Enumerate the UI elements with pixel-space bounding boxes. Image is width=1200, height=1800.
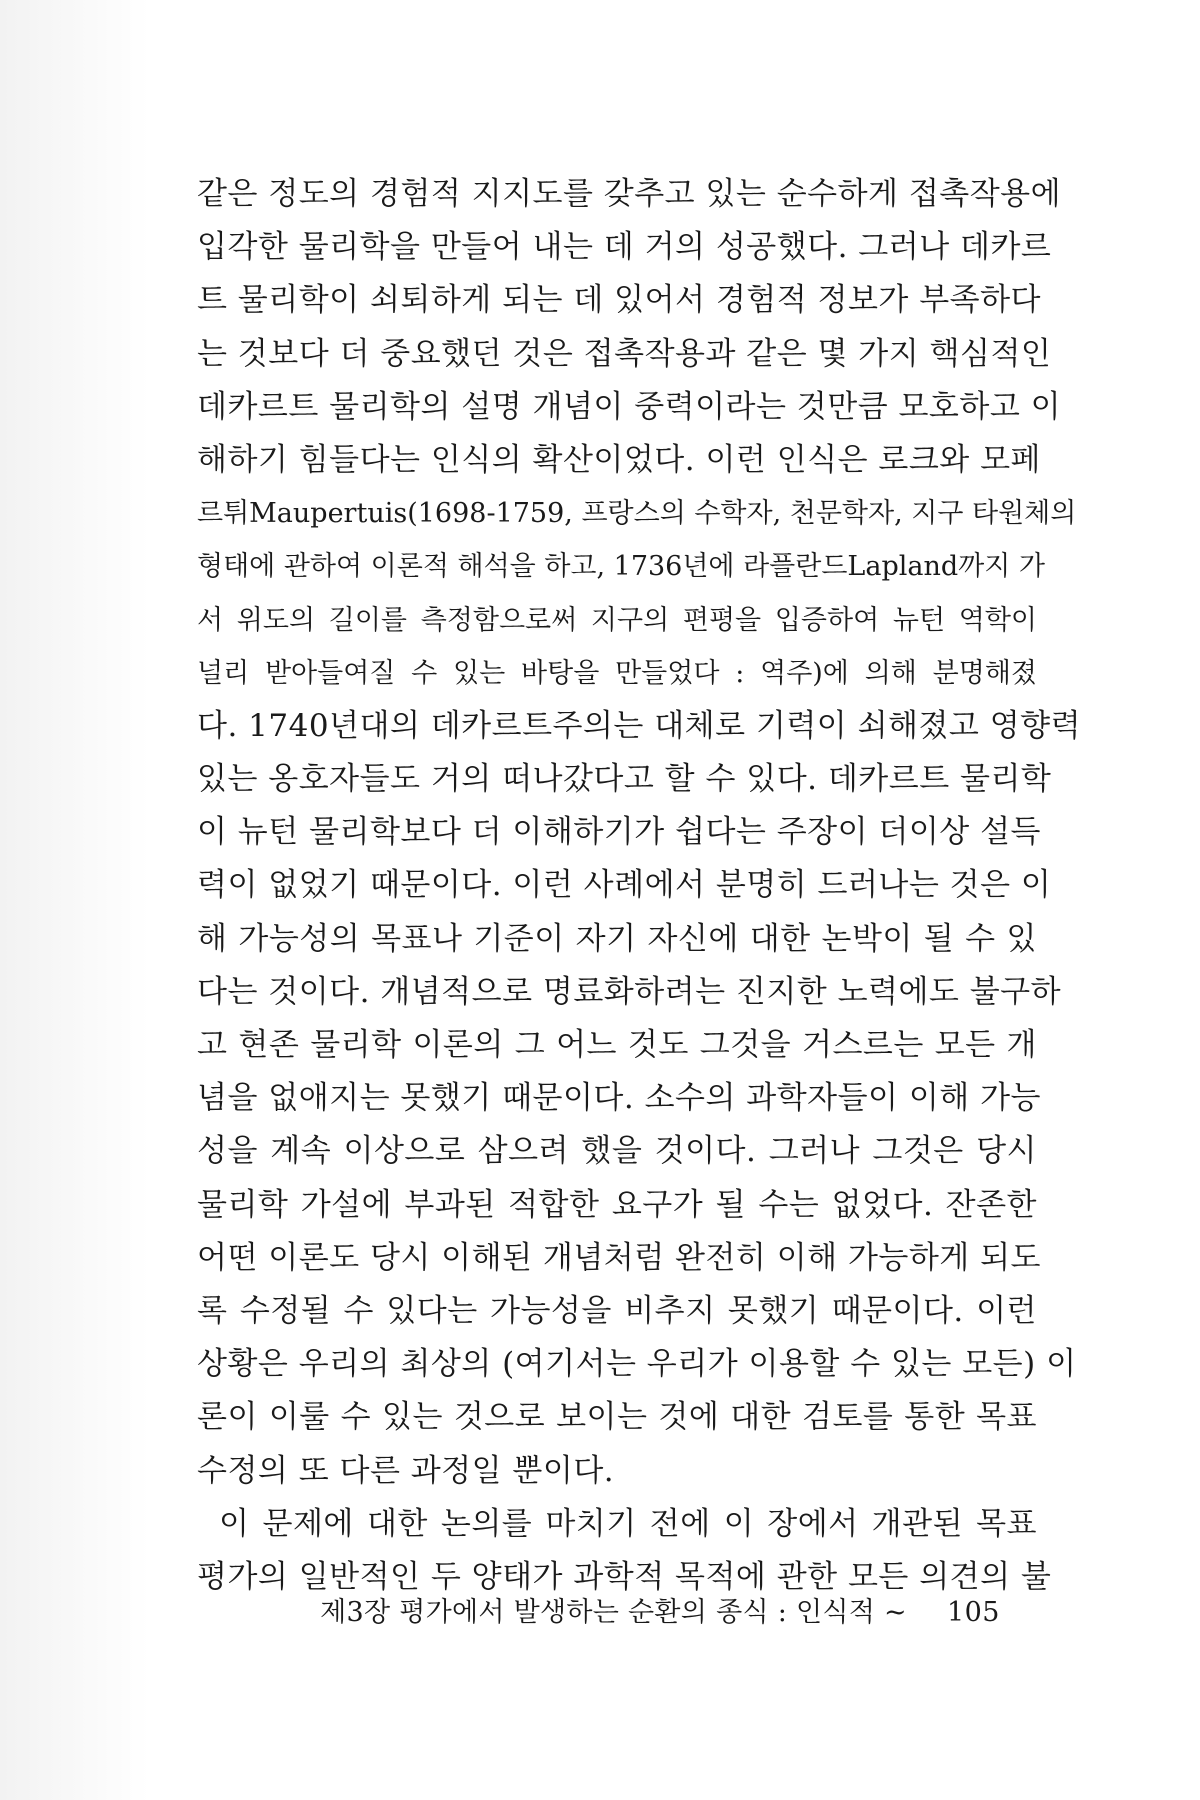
body-line: 상황은 우리의 최상의 (여기서는 우리가 이용할 수 있는 모든) 이 xyxy=(197,1346,1077,1383)
body-line: 있는 옹호자들도 거의 떠나갔다고 할 수 있다. 데카르트 물리학 xyxy=(197,761,1052,798)
page-gutter-shadow xyxy=(0,0,150,1800)
body-line: 론이 이룰 수 있는 것으로 보이는 것에 대한 검토를 통한 목표 xyxy=(197,1399,1037,1436)
body-line: 물리학 가설에 부과된 적합한 요구가 될 수는 없었다. 잔존한 xyxy=(197,1186,1037,1223)
body-line: 해하기 힘들다는 인식의 확산이었다. 이런 인식은 로크와 모페 xyxy=(197,441,1041,478)
body-text xyxy=(197,168,1082,1604)
paragraph-start-line: 이 문제에 대한 논의를 마치기 전에 이 장에서 개관된 목표 xyxy=(219,1505,1037,1542)
body-line: 트 물리학이 쇠퇴하게 되는 데 있어서 경험적 정보가 부족하다 xyxy=(197,282,1041,319)
body-line: 해 가능성의 목표나 기준이 자기 자신에 대한 논박이 될 수 있 xyxy=(197,920,1037,957)
body-line: 같은 정도의 경험적 지지도를 갖추고 있는 순수하게 접촉작용에 xyxy=(197,176,1062,212)
body-line: 입각한 물리학을 만들어 내는 데 거의 성공했다. 그러나 데카르 xyxy=(197,229,1052,266)
body-line: 력이 없었기 때문이다. 이런 사례에서 분명히 드러나는 것은 이 xyxy=(197,867,1052,904)
translator-note-line: 형태에 관하여 이론적 해석을 하고, 1736년에 라플란드Lapland까지 가 xyxy=(197,551,1045,583)
body-line: 고 현존 물리학 이론의 그 어느 것도 그것을 거스르는 모든 개 xyxy=(197,1027,1037,1063)
body-line: 평가의 일반적인 두 양태가 과학적 목적에 관한 모든 의견의 불 xyxy=(197,1558,1052,1595)
body-line: 어떤 이론도 당시 이해된 개념처럼 완전히 이해 가능하게 되도 xyxy=(197,1239,1041,1276)
paragraph-end-line: 수정의 또 다른 과정일 뿐이다. xyxy=(197,1452,615,1489)
body-line: 데카르트 물리학의 설명 개념이 중력이라는 것만큼 모호하고 이 xyxy=(197,388,1062,425)
body-line: 록 수정될 수 있다는 가능성을 비추지 못했기 때문이다. 이런 xyxy=(197,1292,1037,1329)
running-head: 제3장 평가에서 발생하는 순환의 종식 : 인식적 ~ xyxy=(320,1597,907,1628)
translator-note-line: 서 위도의 길이를 측정함으로써 지구의 편평을 입증하여 뉴턴 역학이 xyxy=(197,604,1037,636)
body-line: 다. 1740년대의 데카르트주의는 대체로 기력이 쇠해졌고 영향력 xyxy=(197,707,1082,744)
page-footer xyxy=(320,1588,1000,1638)
body-line: 성을 계속 이상으로 삼으려 했을 것이다. 그러나 그것은 당시 xyxy=(197,1133,1037,1170)
page-number: 105 xyxy=(946,1597,1000,1628)
body-line: 다는 것이다. 개념적으로 명료화하려는 진지한 노력에도 불구하 xyxy=(197,973,1062,1010)
translator-note-line: 르튀Maupertuis(1698-1759, 프랑스의 수학자, 천문학자, 지구 타원체의 xyxy=(197,498,1077,530)
body-line: 는 것보다 더 중요했던 것은 접촉작용과 같은 몇 가지 핵심적인 xyxy=(197,335,1052,372)
body-line: 이 뉴턴 물리학보다 더 이해하기가 쉽다는 주장이 더이상 설득 xyxy=(197,814,1041,851)
translator-note-line: 널리 받아들여질 수 있는 바탕을 만들었다 : 역주)에 의해 분명해졌 xyxy=(197,657,1037,689)
body-line: 념을 없애지는 못했기 때문이다. 소수의 과학자들이 이해 가능 xyxy=(197,1080,1041,1117)
